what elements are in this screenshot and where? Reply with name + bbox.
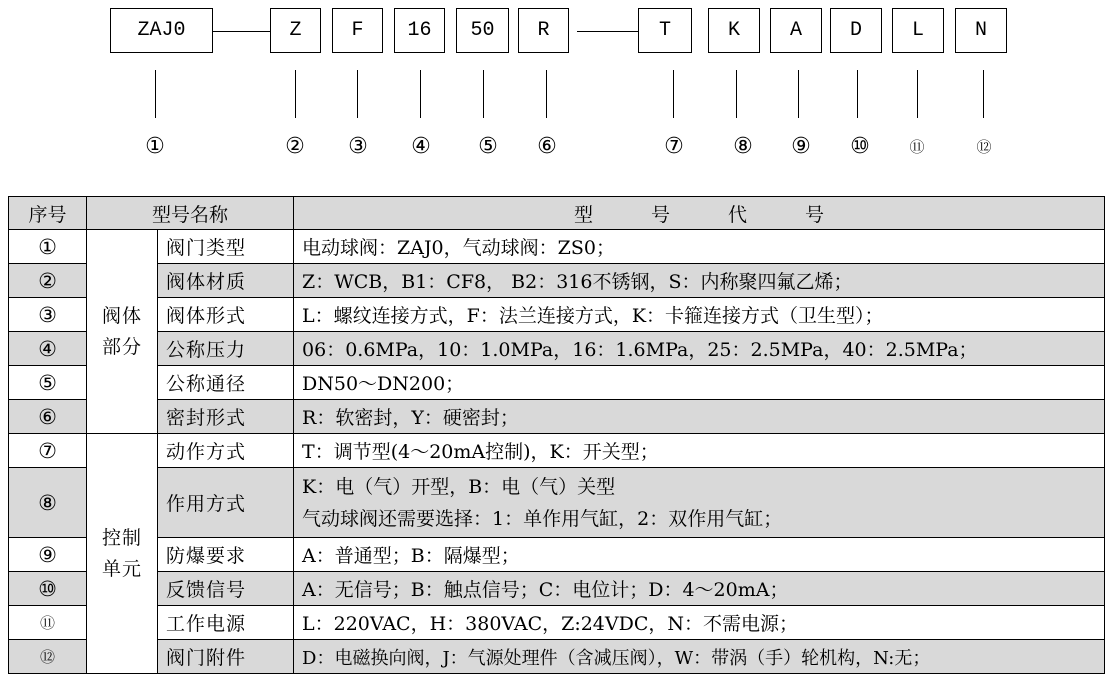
table-row xyxy=(9,538,1105,572)
header-name: 型号名称 xyxy=(87,197,294,230)
row-number: ② xyxy=(9,264,87,298)
code-box-5: 50 xyxy=(456,8,509,53)
marker-1: ① xyxy=(145,134,165,159)
row-name: 作用方式 xyxy=(158,468,294,538)
row-number: ⑥ xyxy=(9,400,87,434)
row-code: R：软密封，Y：硬密封； xyxy=(294,400,1105,434)
group-valve-body: 阀体部分 xyxy=(87,230,158,434)
row-code-line: 气动球阀还需要选择：1：单作用气缸，2：双作用气缸； xyxy=(302,507,783,530)
table-row xyxy=(9,640,1105,674)
row-name: 公称压力 xyxy=(158,332,294,366)
code-box-9: A xyxy=(770,8,822,53)
table-row xyxy=(9,606,1105,640)
pointer-line xyxy=(420,70,421,118)
table-row xyxy=(9,572,1105,606)
code-box-4: 16 xyxy=(394,8,445,53)
row-code: 电动球阀：ZAJ0，气动球阀：ZS0； xyxy=(294,230,1105,264)
table-row xyxy=(9,468,1105,538)
table-row xyxy=(9,264,1105,298)
code-box-6: R xyxy=(518,8,569,53)
row-number: ④ xyxy=(9,332,87,366)
row-number: ⑨ xyxy=(9,538,87,572)
pointer-line xyxy=(917,70,918,118)
pointer-line xyxy=(357,70,358,118)
group-control-unit: 控制单元 xyxy=(87,434,158,674)
row-name: 动作方式 xyxy=(158,434,294,468)
row-number: ① xyxy=(9,230,87,264)
row-name: 反馈信号 xyxy=(158,572,294,606)
row-code: L：螺纹连接方式，F：法兰连接方式，K：卡箍连接方式（卫生型）； xyxy=(294,298,1105,332)
table-header-row xyxy=(9,197,1105,230)
table-row xyxy=(9,230,1105,264)
pointer-line xyxy=(857,70,858,118)
code-box-1: ZAJ0 xyxy=(110,8,213,53)
row-name: 防爆要求 xyxy=(158,538,294,572)
row-number: ⑤ xyxy=(9,366,87,400)
marker-8: ⑧ xyxy=(733,134,753,159)
row-code: 06：0.6MPa，10：1.0MPa，16：1.6MPa，25：2.5MPa，40：2.5MPa； xyxy=(294,332,1105,366)
row-code: L：220VAC，H：380VAC，Z:24VDC，N：不需电源； xyxy=(294,606,1105,640)
marker-12: ⑫ xyxy=(976,138,992,156)
marker-7: ⑦ xyxy=(664,134,684,159)
row-name: 密封形式 xyxy=(158,400,294,434)
pointer-line xyxy=(155,70,156,118)
row-code: A：普通型；B：隔爆型； xyxy=(294,538,1105,572)
row-number: ⑩ xyxy=(9,572,87,606)
row-code-line: K：电（气）开型，B：电（气）关型 xyxy=(302,475,616,498)
row-name: 阀门附件 xyxy=(158,640,294,674)
row-name: 工作电源 xyxy=(158,606,294,640)
row-code: A：无信号；B：触点信号；C：电位计；D：4～20mA； xyxy=(294,572,1105,606)
pointer-line xyxy=(798,70,799,118)
marker-11: ⑪ xyxy=(909,138,925,156)
marker-10: ⑩ xyxy=(850,134,870,159)
connector-line xyxy=(577,31,638,32)
row-number: ③ xyxy=(9,298,87,332)
marker-6: ⑥ xyxy=(537,134,557,159)
row-name: 阀体材质 xyxy=(158,264,294,298)
row-code: DN50～DN200； xyxy=(294,366,1105,400)
header-code xyxy=(294,197,1105,230)
row-number: ⑪ xyxy=(9,606,87,640)
code-box-3: F xyxy=(332,8,383,53)
pointer-line xyxy=(673,70,674,118)
header-code-label: 型号代号 xyxy=(574,203,883,226)
row-code xyxy=(294,468,1105,538)
row-number: ⑧ xyxy=(9,468,87,538)
code-box-12: N xyxy=(955,8,1007,53)
row-number: ⑦ xyxy=(9,434,87,468)
row-code: T：调节型(4～20mA控制)，K：开关型； xyxy=(294,434,1105,468)
code-box-10: D xyxy=(830,8,882,53)
row-code: D：电磁换向阀，J：气源处理件（含减压阀），W：带涡（手）轮机构，N:无； xyxy=(294,640,1105,674)
pointer-line xyxy=(483,70,484,118)
table-row xyxy=(9,332,1105,366)
marker-4: ④ xyxy=(411,134,431,159)
table-row xyxy=(9,434,1105,468)
connector-line xyxy=(213,31,270,32)
marker-2: ② xyxy=(285,134,305,159)
marker-5: ⑤ xyxy=(478,134,498,159)
pointer-line xyxy=(983,70,984,118)
row-name: 公称通径 xyxy=(158,366,294,400)
row-code: Z：WCB，B1：CF8， B2：316不锈钢，S：内称聚四氟乙烯； xyxy=(294,264,1105,298)
header-seq: 序号 xyxy=(9,197,87,230)
marker-3: ③ xyxy=(348,134,368,159)
code-box-7: T xyxy=(638,8,692,53)
code-box-2: Z xyxy=(270,8,321,53)
row-number: ⑫ xyxy=(9,640,87,674)
code-box-11: L xyxy=(892,8,944,53)
table-row xyxy=(9,366,1105,400)
row-name: 阀体形式 xyxy=(158,298,294,332)
table-row xyxy=(9,298,1105,332)
pointer-line xyxy=(295,70,296,118)
pointer-line xyxy=(546,70,547,118)
model-spec-table xyxy=(8,196,1105,674)
pointer-line xyxy=(736,70,737,118)
marker-9: ⑨ xyxy=(791,134,811,159)
code-box-8: K xyxy=(708,8,760,53)
row-name: 阀门类型 xyxy=(158,230,294,264)
table-row xyxy=(9,400,1105,434)
